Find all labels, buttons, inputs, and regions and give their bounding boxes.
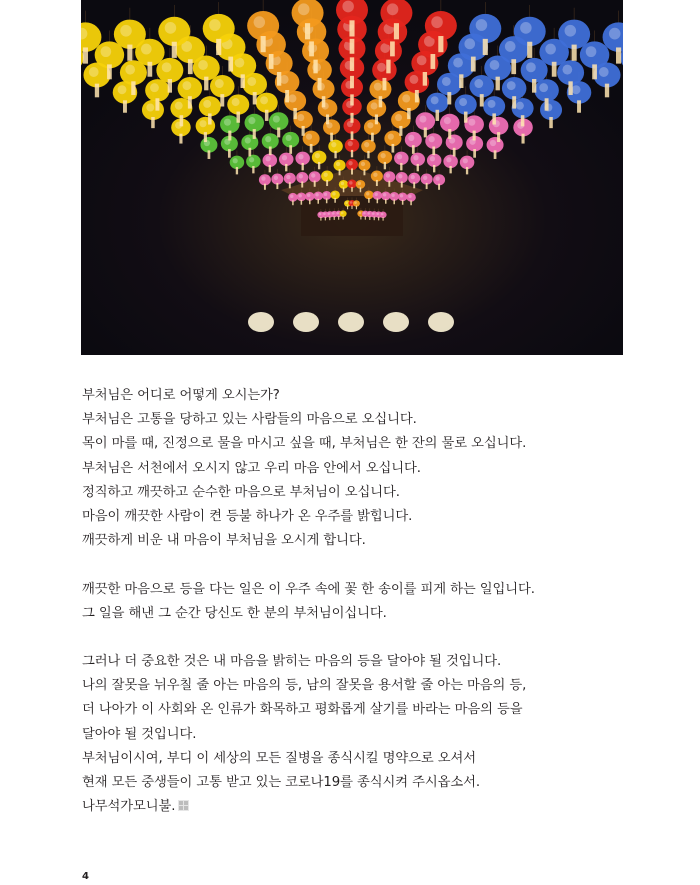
paragraph-1 <box>82 384 642 553</box>
body-line: 부처님은 서천에서 오시지 않고 우리 마음 안에서 오십니다. <box>82 460 421 476</box>
paragraph-2 <box>82 578 642 626</box>
body-line: 부처님이시여, 부디 이 세상의 모든 질병을 종식시킬 명약으로 오셔서 <box>82 750 476 766</box>
body-line: 정직하고 깨끗하고 순수한 마음으로 부처님이 오십니다. <box>82 484 400 500</box>
body-line: 그 일을 해낸 그 순간 당신도 한 분의 부처님이십니다. <box>82 605 387 621</box>
body-line: 그러나 더 중요한 것은 내 마음을 밝히는 마음의 등을 달아야 될 것입니다. <box>82 654 502 670</box>
body-line-closing <box>82 795 642 819</box>
end-mark-icon <box>178 800 189 811</box>
body-line: 부처님은 어디로 어떻게 오시는가? <box>82 388 280 403</box>
body-line: 부처님은 고통을 당하고 있는 사람들의 마음으로 오십니다. <box>82 412 417 428</box>
body-line: 목이 마를 때, 진정으로 물을 마시고 싶을 때, 부처님은 한 잔의 물로 오십니다. <box>82 436 527 452</box>
article-body <box>82 384 642 819</box>
page-number: 4 <box>82 871 89 882</box>
body-line: 마음이 깨끗한 사람이 켠 등불 하나가 온 우주를 밝힙니다. <box>82 508 413 524</box>
closing-text: 나무석가모니불. <box>82 799 176 815</box>
lantern-photo <box>81 0 623 355</box>
paragraph-gap <box>82 626 642 650</box>
body-line: 깨끗하게 비운 내 마음이 부처님을 오시게 합니다. <box>82 533 366 549</box>
paragraph-3 <box>82 650 642 819</box>
paragraph-gap <box>82 553 642 577</box>
body-line: 달아야 될 것입니다. <box>82 726 197 742</box>
body-line: 현재 모든 중생들이 고통 받고 있는 코로나19를 종식시켜 주시옵소서. <box>82 775 480 790</box>
body-line: 나의 잘못을 뉘우칠 줄 아는 마음의 등, 남의 잘못을 용서할 줄 아는 마음의 등, <box>82 678 527 694</box>
body-line: 깨끗한 마음으로 등을 다는 일은 이 우주 속에 꽃 한 송이를 피게 하는 일입니다. <box>82 581 535 597</box>
body-line: 더 나아가 이 사회와 온 인류가 화목하고 평화롭게 살기를 바라는 마음의 등을 <box>82 702 523 718</box>
lantern-illustration <box>81 0 623 355</box>
